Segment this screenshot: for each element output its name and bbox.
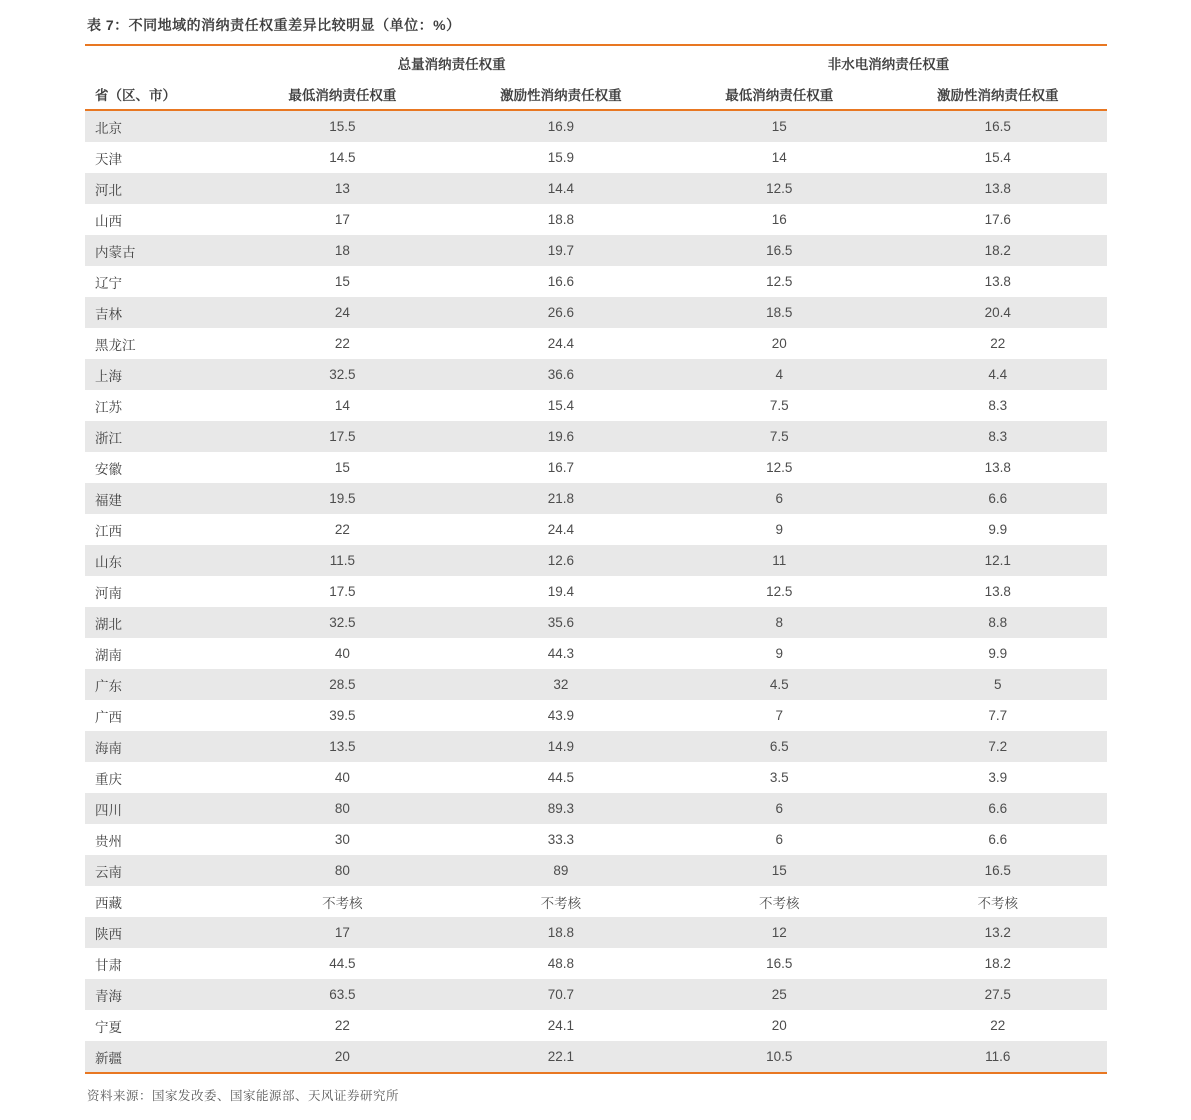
cell-province: 山东 bbox=[95, 554, 122, 570]
cell-value: 63.5 bbox=[329, 987, 356, 1002]
cell-value: 17.5 bbox=[329, 584, 356, 599]
cell-value: 3.5 bbox=[769, 770, 789, 785]
table-row bbox=[85, 638, 1107, 669]
cell-province: 辽宁 bbox=[95, 275, 122, 291]
header-col-min-nonhydro: 最低消纳责任权重 bbox=[670, 79, 888, 110]
cell-value: 16.7 bbox=[547, 460, 574, 475]
cell-value: 6 bbox=[775, 801, 784, 816]
cell-value: 16.5 bbox=[766, 243, 793, 258]
table-row bbox=[85, 700, 1107, 731]
cell-value: 24.4 bbox=[547, 336, 574, 351]
cell-value: 4.5 bbox=[769, 677, 789, 692]
cell-value: 16.5 bbox=[766, 956, 793, 971]
table-row bbox=[85, 421, 1107, 452]
cell-value: 17 bbox=[334, 212, 350, 227]
table-row bbox=[85, 731, 1107, 762]
cell-value: 44.5 bbox=[547, 770, 574, 785]
cell-province: 浙江 bbox=[95, 430, 122, 446]
cell-value: 12.5 bbox=[766, 584, 793, 599]
header-col-incentive-total: 激励性消纳责任权重 bbox=[452, 79, 670, 110]
cell-province: 河北 bbox=[95, 182, 122, 198]
cell-province: 江苏 bbox=[95, 399, 122, 415]
cell-value: 25 bbox=[771, 987, 787, 1002]
cell-value: 35.6 bbox=[547, 615, 574, 630]
cell-value: 10.5 bbox=[670, 1041, 888, 1073]
cell-value: 12.5 bbox=[766, 181, 793, 196]
cell-value: 5 bbox=[993, 677, 1002, 692]
cell-value: 27.5 bbox=[984, 987, 1011, 1002]
cell-province: 四川 bbox=[95, 802, 122, 818]
cell-value: 11 bbox=[772, 553, 787, 568]
cell-value: 13 bbox=[334, 181, 350, 196]
cell-value: 17.5 bbox=[329, 429, 356, 444]
cell-value: 80 bbox=[334, 801, 350, 816]
cell-value: 4 bbox=[775, 367, 784, 382]
cell-value: 12.5 bbox=[766, 460, 793, 475]
cell-value: 7.2 bbox=[988, 739, 1008, 754]
table-row bbox=[85, 514, 1107, 545]
table-row bbox=[85, 452, 1107, 483]
cell-province: 贵州 bbox=[95, 833, 122, 849]
table-row bbox=[85, 173, 1107, 204]
table-row bbox=[85, 545, 1107, 576]
cell-value: 19.5 bbox=[329, 491, 356, 506]
cell-province: 广东 bbox=[95, 678, 122, 694]
table-row bbox=[85, 762, 1107, 793]
table-body bbox=[85, 110, 1107, 1073]
cell-value: 13.8 bbox=[984, 460, 1011, 475]
cell-province: 山西 bbox=[95, 213, 122, 229]
cell-value: 13.8 bbox=[984, 584, 1011, 599]
cell-value: 32.5 bbox=[329, 615, 356, 630]
cell-province: 湖北 bbox=[95, 616, 122, 632]
table-row bbox=[85, 1041, 1107, 1073]
cell-value: 43.9 bbox=[547, 708, 574, 723]
cell-value: 6.6 bbox=[988, 491, 1008, 506]
table-row bbox=[85, 607, 1107, 638]
cell-province: 安徽 bbox=[95, 461, 122, 477]
cell-value: 6 bbox=[775, 832, 784, 847]
table-row bbox=[85, 142, 1107, 173]
cell-value: 7.7 bbox=[988, 708, 1008, 723]
cell-value: 不考核 bbox=[322, 895, 363, 911]
cell-value: 9 bbox=[775, 522, 784, 537]
table-row bbox=[85, 204, 1107, 235]
table-row bbox=[85, 576, 1107, 607]
cell-province: 江西 bbox=[95, 523, 122, 539]
header-sub-row bbox=[85, 79, 1107, 110]
cell-value: 16.5 bbox=[984, 863, 1011, 878]
cell-value: 14 bbox=[771, 150, 787, 165]
cell-province: 陕西 bbox=[95, 926, 122, 942]
cell-value: 8.8 bbox=[988, 615, 1008, 630]
cell-value: 15.9 bbox=[547, 150, 574, 165]
cell-value: 33.3 bbox=[547, 832, 574, 847]
cell-province: 重庆 bbox=[95, 771, 122, 787]
cell-value: 22 bbox=[334, 336, 350, 351]
cell-province: 广西 bbox=[95, 709, 122, 725]
cell-value: 7 bbox=[775, 708, 784, 723]
cell-value: 40 bbox=[334, 770, 350, 785]
cell-value: 18 bbox=[334, 243, 350, 258]
cell-value: 不考核 bbox=[977, 895, 1018, 911]
header-province: 省（区、市） bbox=[85, 79, 233, 110]
cell-value: 14.9 bbox=[547, 739, 574, 754]
cell-value: 15 bbox=[334, 460, 350, 475]
cell-value: 28.5 bbox=[329, 677, 356, 692]
cell-value: 15 bbox=[334, 274, 350, 289]
cell-value: 32.5 bbox=[329, 367, 356, 382]
cell-value: 16.6 bbox=[547, 274, 574, 289]
cell-value: 22 bbox=[334, 1018, 350, 1033]
cell-province: 吉林 bbox=[95, 306, 122, 322]
table-header bbox=[85, 46, 1107, 110]
cell-province: 北京 bbox=[95, 120, 122, 136]
source-note: 资料来源：国家发改委、国家能源部、天风证券研究所 bbox=[87, 1089, 400, 1103]
header-group-row bbox=[85, 46, 1107, 79]
cell-value: 11.5 bbox=[329, 553, 356, 568]
table-row bbox=[85, 886, 1107, 917]
cell-value: 8.3 bbox=[988, 429, 1008, 444]
cell-value: 13.5 bbox=[329, 739, 356, 754]
cell-value: 44.3 bbox=[547, 646, 574, 661]
cell-value: 15.4 bbox=[984, 150, 1011, 165]
cell-value: 19.4 bbox=[547, 584, 574, 599]
cell-value: 22 bbox=[990, 1018, 1006, 1033]
data-table bbox=[85, 46, 1107, 1074]
cell-value: 39.5 bbox=[329, 708, 356, 723]
cell-province: 宁夏 bbox=[95, 1019, 122, 1035]
cell-value: 22 bbox=[990, 336, 1006, 351]
table-row bbox=[85, 266, 1107, 297]
cell-province: 湖南 bbox=[95, 647, 122, 663]
cell-value: 13.8 bbox=[984, 274, 1011, 289]
cell-value: 7.5 bbox=[769, 429, 789, 444]
table-row bbox=[85, 824, 1107, 855]
table-row bbox=[85, 235, 1107, 266]
table-row bbox=[85, 793, 1107, 824]
cell-value: 44.5 bbox=[329, 956, 356, 971]
cell-value: 15 bbox=[771, 119, 787, 134]
cell-value: 14 bbox=[334, 398, 350, 413]
cell-value: 14.4 bbox=[547, 181, 574, 196]
table-row bbox=[85, 979, 1107, 1010]
cell-value: 11.6 bbox=[889, 1041, 1108, 1073]
cell-value: 13.8 bbox=[984, 181, 1011, 196]
header-group-nonhydro: 非水电消纳责任权重 bbox=[827, 56, 950, 72]
cell-value: 36.6 bbox=[547, 367, 574, 382]
cell-province: 海南 bbox=[95, 740, 122, 756]
table-row bbox=[85, 948, 1107, 979]
table-title: 表 7：不同地域的消纳责任权重差异比较明显（单位：%） bbox=[87, 17, 461, 33]
cell-value: 20.4 bbox=[984, 305, 1011, 320]
cell-value: 22.1 bbox=[452, 1041, 670, 1073]
cell-value: 17 bbox=[334, 925, 350, 940]
cell-value: 4.4 bbox=[988, 367, 1008, 382]
cell-province: 青海 bbox=[95, 988, 122, 1004]
table-row bbox=[85, 917, 1107, 948]
cell-value: 16.9 bbox=[547, 119, 574, 134]
cell-province: 天津 bbox=[95, 151, 122, 167]
table-row bbox=[85, 855, 1107, 886]
table-block bbox=[85, 13, 1107, 1104]
cell-value: 32 bbox=[553, 677, 569, 692]
cell-value: 6 bbox=[775, 491, 784, 506]
cell-value: 19.6 bbox=[547, 429, 574, 444]
cell-value: 3.9 bbox=[988, 770, 1008, 785]
cell-value: 15.4 bbox=[547, 398, 574, 413]
table-row bbox=[85, 1010, 1107, 1041]
cell-value: 18.8 bbox=[547, 925, 574, 940]
cell-value: 6.6 bbox=[988, 801, 1008, 816]
cell-value: 12.6 bbox=[547, 553, 574, 568]
cell-value: 40 bbox=[334, 646, 350, 661]
cell-value: 15 bbox=[771, 863, 787, 878]
cell-value: 89 bbox=[553, 863, 569, 878]
cell-value: 9 bbox=[775, 646, 784, 661]
cell-value: 8.3 bbox=[988, 398, 1008, 413]
cell-province: 黑龙江 bbox=[95, 337, 136, 353]
cell-value: 17.6 bbox=[984, 212, 1011, 227]
cell-value: 15.5 bbox=[329, 119, 356, 134]
cell-value: 8 bbox=[775, 615, 784, 630]
cell-province: 内蒙古 bbox=[95, 244, 136, 260]
cell-province: 云南 bbox=[95, 864, 122, 880]
cell-value: 12.1 bbox=[984, 553, 1011, 568]
cell-value: 26.6 bbox=[547, 305, 574, 320]
cell-value: 18.5 bbox=[766, 305, 793, 320]
table-row bbox=[85, 328, 1107, 359]
table-row bbox=[85, 110, 1107, 142]
cell-value: 18.2 bbox=[984, 243, 1011, 258]
header-group-total: 总量消纳责任权重 bbox=[397, 56, 506, 72]
cell-value: 22 bbox=[334, 522, 350, 537]
cell-province: 西藏 bbox=[95, 895, 122, 911]
cell-value: 不考核 bbox=[540, 895, 582, 911]
cell-value: 16 bbox=[771, 212, 787, 227]
cell-value: 20 bbox=[771, 336, 787, 351]
cell-province: 上海 bbox=[95, 368, 122, 384]
cell-value: 13.2 bbox=[984, 925, 1011, 940]
table-row bbox=[85, 669, 1107, 700]
cell-province: 福建 bbox=[95, 492, 122, 508]
cell-value: 7.5 bbox=[769, 398, 789, 413]
cell-value: 30 bbox=[334, 832, 350, 847]
header-col-incentive-nonhydro: 激励性消纳责任权重 bbox=[889, 79, 1108, 110]
cell-value: 70.7 bbox=[547, 987, 574, 1002]
header-col-min-total: 最低消纳责任权重 bbox=[233, 79, 451, 110]
cell-value: 24 bbox=[334, 305, 350, 320]
cell-value: 20 bbox=[233, 1041, 451, 1073]
cell-province: 新疆 bbox=[85, 1041, 233, 1073]
header-spacer bbox=[85, 46, 233, 79]
cell-value: 16.5 bbox=[984, 119, 1011, 134]
cell-value: 14.5 bbox=[329, 150, 356, 165]
cell-value: 24.1 bbox=[547, 1018, 574, 1033]
cell-value: 不考核 bbox=[759, 895, 800, 911]
cell-value: 6.6 bbox=[988, 832, 1008, 847]
cell-value: 19.7 bbox=[547, 243, 574, 258]
cell-value: 24.4 bbox=[547, 522, 574, 537]
table-row bbox=[85, 359, 1107, 390]
cell-value: 9.9 bbox=[988, 646, 1008, 661]
cell-province: 河南 bbox=[95, 585, 122, 601]
cell-value: 6.5 bbox=[769, 739, 789, 754]
cell-value: 21.8 bbox=[547, 491, 574, 506]
cell-value: 20 bbox=[771, 1018, 787, 1033]
cell-value: 12 bbox=[771, 925, 787, 940]
cell-province: 甘肃 bbox=[95, 957, 122, 973]
cell-value: 18.2 bbox=[984, 956, 1011, 971]
table-row bbox=[85, 297, 1107, 328]
cell-value: 18.8 bbox=[547, 212, 574, 227]
cell-value: 48.8 bbox=[547, 956, 574, 971]
cell-value: 12.5 bbox=[766, 274, 793, 289]
table-row bbox=[85, 483, 1107, 514]
cell-value: 80 bbox=[334, 863, 350, 878]
table-row bbox=[85, 390, 1107, 421]
cell-value: 89.3 bbox=[547, 801, 574, 816]
cell-value: 9.9 bbox=[988, 522, 1008, 537]
